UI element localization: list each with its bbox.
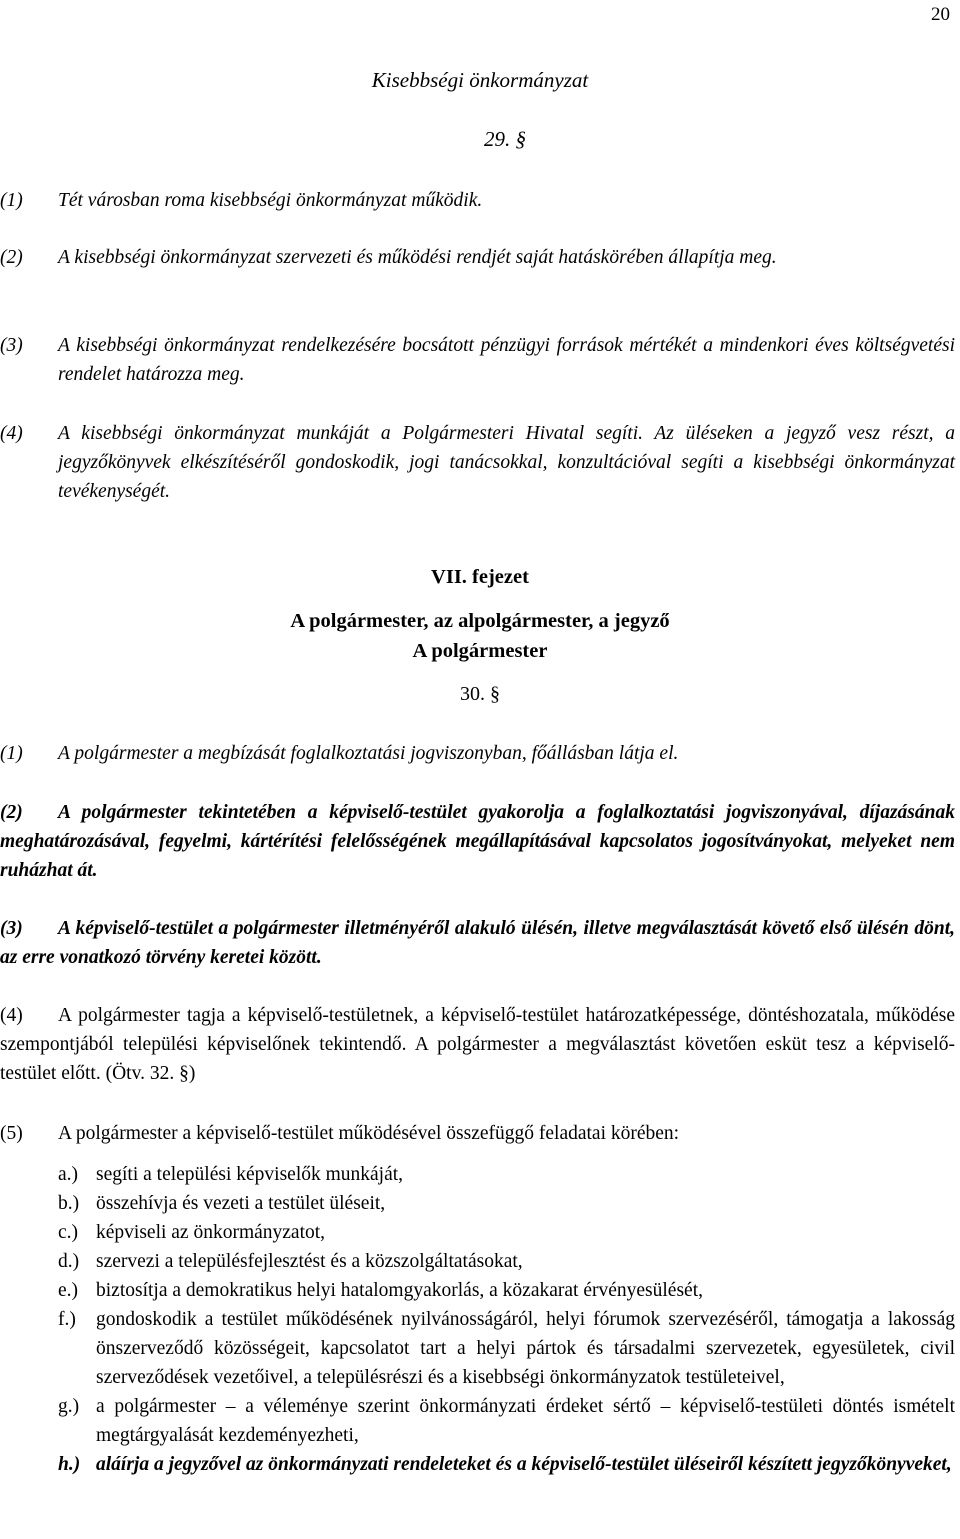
list-item: d.) szervezi a településfejlesztést és a közszolgáltatásokat, (58, 1251, 523, 1272)
provision-number: (3) (0, 918, 23, 939)
paragraph-number: 29. § (484, 127, 526, 151)
list-item: h.) aláírja a jegyzővel az önkormányzati rendeleteket és a képviselő-testület üléseiről készített jegyzőkönyveket, (58, 1454, 952, 1475)
list-item: c.) képviseli az önkormányzatot, (58, 1222, 326, 1243)
subsection-title: A polgármester (412, 640, 548, 662)
duties-list (58, 1160, 955, 1479)
provision-number: (4) (0, 1005, 23, 1026)
list-item: a.) segíti a települési képviselők munkáját, (58, 1164, 404, 1185)
provision-number: (1) (0, 743, 23, 764)
page-number: 20 (931, 4, 950, 25)
provision-number: (2) (0, 802, 23, 823)
provision-number: (3) (0, 335, 23, 356)
list-item: e.) biztosítja a demokratikus helyi hatalomgyakorlás, a közakarat érvényesülését, (58, 1280, 703, 1301)
provision-text: A polgármester tagja a képviselő-testületnek, a képviselő-testület határozatképessége, döntéshozatala, működése szempontjából települési képviselőnek tekintendő. A polgármester a megválasztást követően esküt tesz a képviselő-testület előtt. (Ötv. 32. §) (0, 1005, 955, 1084)
paragraph-number: 30. § (460, 683, 500, 705)
provision-number: (1) (0, 190, 23, 211)
provision-text: A polgármester tekintetében a képviselő-testület gyakorolja a foglalkoztatási jogviszonyával, díjazásának meghatározásával, fegyelmi, kártérítési felelősségének megállapításával kapcsolatos jogosítványokat, melyeket nem ruházhat át. (0, 802, 955, 881)
chapter-number: VII. fejezet (431, 566, 529, 588)
provision-text: A kisebbségi önkormányzat munkáját a Polgármesteri Hivatal segíti. Az üléseken a jegyző vesz részt, a jegyzőkönyvek elkészítéséről gondoskodik, jogi tanácsokkal, konzultációval segíti a kisebbségi önkormányzat tevékenységét. (58, 423, 955, 502)
list-item: g.) a polgármester – a véleménye szerint önkormányzati érdeket sértő – képviselő-testületi döntés ismételt megtárgyalását kezdeményezheti, (58, 1396, 955, 1446)
provision-text: A képviselő-testület a polgármester illetményéről alakuló ülésén, illetve megválasztását követő első ülésén dönt, az erre vonatkozó törvény keretei között. (0, 918, 955, 968)
provision-text: A kisebbségi önkormányzat rendelkezésére bocsátott pénzügyi források mértékét a mindenkori éves költségvetési rendelet határozza meg. (58, 335, 955, 385)
provision-text: A kisebbségi önkormányzat szervezeti és működési rendjét saját hatáskörében állapítja meg. (58, 247, 777, 268)
list-item: b.) összehívja és vezeti a testület üléseit, (58, 1193, 386, 1214)
chapter-title: A polgármester, az alpolgármester, a jegyző (290, 610, 670, 632)
list-item: f.) gondoskodik a testület működésének nyilvánosságáról, helyi fórumok szervezéséről, támogatja a lakosság önszerveződő közösségeit, kapcsolatot tart a helyi pártok és társadalmi szervezetek, egyesületek, civil szerveződések vezetőivel, a településrészi és a kisebbségi önkormányzatok testületeivel, (58, 1309, 955, 1388)
provision-text: A polgármester a képviselő-testület működésével összefüggő feladatai körében: (58, 1123, 680, 1144)
provision-number: (4) (0, 423, 23, 444)
provision-text: Tét városban roma kisebbségi önkormányzat működik. (58, 190, 483, 211)
section-title: Kisebbségi önkormányzat (371, 68, 589, 92)
provision-number: (2) (0, 247, 23, 268)
provision-number: (5) (0, 1123, 23, 1144)
provision-text: A polgármester a megbízását foglalkoztatási jogviszonyban, főállásban látja el. (58, 743, 679, 764)
